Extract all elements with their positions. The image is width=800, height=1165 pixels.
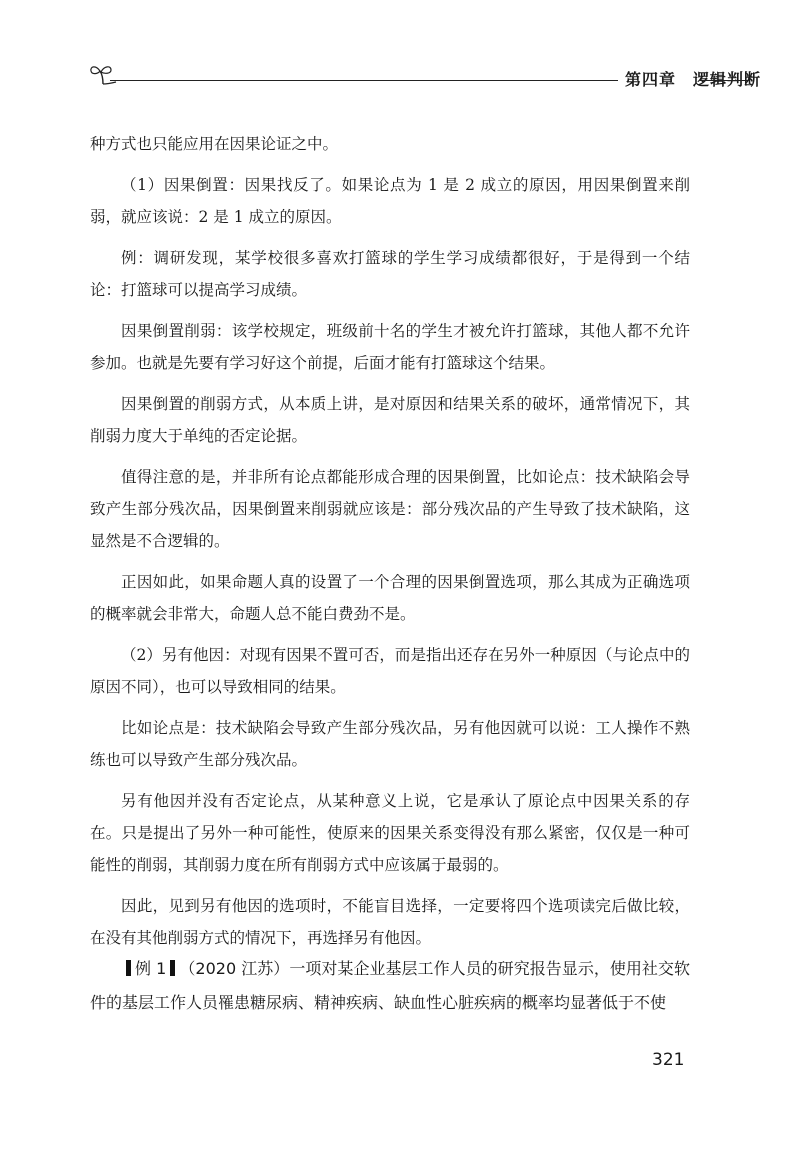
page-number: 321 [652,1050,685,1070]
example-paragraph [90,952,690,1020]
marker-bar-icon [170,960,175,976]
example-label: 例 1 [135,959,167,978]
paragraph: 比如论点是：技术缺陷会导致产生部分残次品，另有他因就可以说：工人操作不熟练也可以导致产生部分残次品。 [90,719,690,769]
paragraph: （2）另有他因：对现有因果不置可否，而是指出还存在另外一种原因（与论点中的原因不同），也可以导致相同的结果。 [90,646,690,696]
paragraph: 种方式也只能应用在因果论证之中。 [90,135,339,153]
example-block [90,952,690,1020]
paragraph: 例：调研发现，某学校很多喜欢打篮球的学生学习成绩都很好，于是得到一个结论：打篮球可以提高学习成绩。 [90,249,690,299]
header-rule-left [110,80,618,81]
paragraph: 值得注意的是，并非所有论点都能形成合理的因果倒置，比如论点：技术缺陷会导致产生部分残次品，因果倒置来削弱就应该是：部分残次品的产生导致了技术缺陷，这显然是不合逻辑的。 [90,468,690,550]
paragraph: （1）因果倒置：因果找反了。如果论点为 1 是 2 成立的原因，用因果倒置来削弱，就应该说：2 是 1 成立的原因。 [90,176,690,226]
paragraph: 另有他因并没有否定论点，从某种意义上说，它是承认了原论点中因果关系的存在。只是提出了另外一种可能性，使原来的因果关系变得没有那么紧密，仅仅是一种可能性的削弱，其削弱力度在所有削弱方式中应该属于最弱的。 [90,792,690,874]
paragraph: 因此，见到另有他因的选项时，不能盲目选择，一定要将四个选项读完后做比较，在没有其他削弱方式的情况下，再选择另有他因。 [90,897,690,947]
example-text: （2020 江苏）一项对某企业基层工作人员的研究报告显示，使用社交软件的基层工作人员罹患糖尿病、精神疾病、缺血性心脏疾病的概率均显著低于不使 [90,959,690,1012]
sprout-icon [88,62,118,86]
chapter-title: 第四章 逻辑判断 [625,70,762,89]
page-header [88,62,762,92]
paragraph: 因果倒置的削弱方式，从本质上讲，是对原因和结果关系的破坏，通常情况下，其削弱力度大于单纯的否定论据。 [90,395,690,445]
body-text [90,128,690,963]
header-rule-right [700,80,748,81]
paragraph: 正因如此，如果命题人真的设置了一个合理的因果倒置选项，那么其成为正确选项的概率就会非常大，命题人总不能白费劲不是。 [90,573,690,623]
marker-bar-icon [126,960,131,976]
paragraph: 因果倒置削弱：该学校规定，班级前十名的学生才被允许打篮球，其他人都不允许参加。也就是先要有学习好这个前提，后面才能有打篮球这个结果。 [90,322,690,372]
